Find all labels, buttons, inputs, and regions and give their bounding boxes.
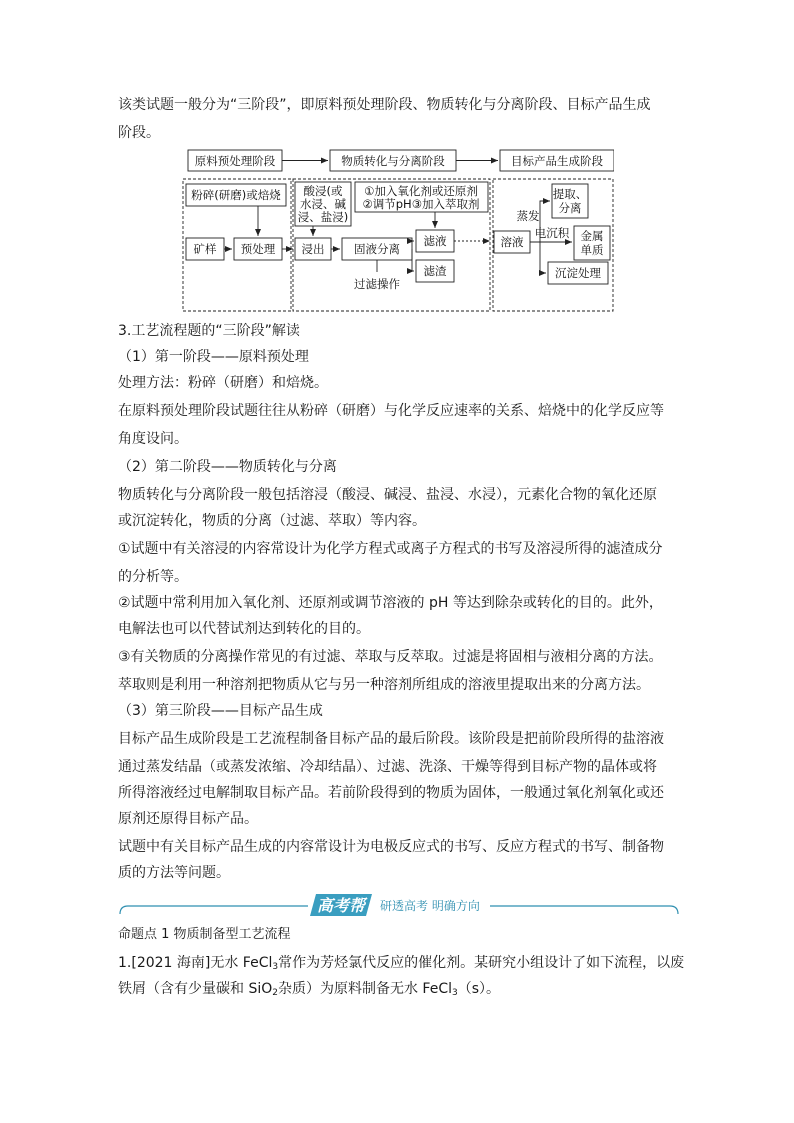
s1-p1: 处理方法：粉碎（研磨）和焙烧。 <box>118 375 328 391</box>
s2-p2b: 的分析等。 <box>118 569 188 585</box>
s3-title: （3）第三阶段——目标产品生成 <box>118 703 323 719</box>
q1-mid: 常作为芳烃氯代反应的催化剂。某研究小组设计了如下流程，以废 <box>278 955 685 971</box>
leach-label: 浸出 <box>301 242 325 256</box>
residue-label: 滤渣 <box>423 264 447 278</box>
extract-line-1: 提取、 <box>552 187 588 201</box>
precip-label: 沉淀处理 <box>555 266 601 280</box>
s2-p4b: 萃取则是利用一种溶剂把物质从它与另一种溶剂所组成的溶液里提取出来的分离方法。 <box>118 677 650 693</box>
s2-p3b: 电解法也可以代替试剂达到转化的目的。 <box>118 621 370 637</box>
s1-p2a: 在原料预处理阶段试题往往从粉碎（研磨）与化学反应速率的关系、焙烧中的化学反应等 <box>118 403 664 419</box>
gaokaobang-banner <box>118 890 680 920</box>
pretreat-label: 预处理 <box>240 242 276 256</box>
section3-heading: 3.工艺流程题的“三阶段”解读 <box>118 323 300 339</box>
q2-mid: 杂质）为原料制备无水 FeCl <box>277 981 452 997</box>
process-flow-diagram <box>182 146 614 314</box>
s3-p1a: 目标产品生成阶段是工艺流程制备目标产品的最后阶段。该阶段是把前阶段所得的盐溶液 <box>118 731 664 747</box>
leach-desc-line-1: 酸浸(或 <box>303 184 343 198</box>
solid-liquid-label: 固液分离 <box>354 242 400 256</box>
banner-slogan: 研透高考 明确方向 <box>380 899 480 913</box>
crush-label: 粉碎(研磨)或焙烧 <box>191 188 281 202</box>
stage2-label: 物质转化与分离阶段 <box>341 154 445 168</box>
reagent-desc-line-1: ①加入氧化剂或还原剂 <box>364 184 478 198</box>
stage3-label: 目标产品生成阶段 <box>511 154 603 168</box>
stage1-label: 原料预处理阶段 <box>194 154 276 168</box>
s2-p1a: 物质转化与分离阶段一般包括溶浸（酸浸、碱浸、盐浸、水浸），元素化合物的氧化还原 <box>118 487 657 503</box>
s3-p1c: 所得溶液经过电解制取目标产品。若前阶段得到的物质为固体，一般通过氧化剂氧化或还 <box>118 785 664 801</box>
s2-p2a: ①试题中有关溶浸的内容常设计为化学方程式或离子方程式的书写及溶浸所得的滤渣成分 <box>118 541 663 557</box>
leach-desc-line-3: 浸、盐浸) <box>297 210 349 224</box>
question-line-1 <box>118 954 685 976</box>
s3-p2b: 质的方法等问题。 <box>118 865 230 881</box>
question-point: 命题点 1 物质制备型工艺流程 <box>118 927 291 942</box>
ore-label: 矿样 <box>193 242 217 256</box>
reagent-desc-line-2: ②调节pH③加入萃取剂 <box>362 197 480 211</box>
s2-title: （2）第二阶段——物质转化与分离 <box>118 459 337 475</box>
s2-p1b: 或沉淀转化，物质的分离（过滤、萃取）等内容。 <box>118 513 426 529</box>
question-line-2 <box>118 980 678 1002</box>
filtrate-label: 滤液 <box>423 234 447 248</box>
s2-p4a: ③有关物质的分离操作常见的有过滤、萃取与反萃取。过滤是将固相与液相分离的方法。 <box>118 649 663 665</box>
solution-label: 溶液 <box>500 235 524 249</box>
metal-line-1: 金属 <box>580 229 604 243</box>
intro-line-2: 阶段。 <box>118 125 160 141</box>
s2-p3a: ②试题中常利用加入氧化剂、还原剂或调节溶液的 pH 等达到除杂或转化的目的。此外， <box>118 595 663 611</box>
electro-label: 电沉积 <box>534 226 570 240</box>
leach-desc-line-2: 水浸、碱 <box>300 197 346 211</box>
banner-brand: 高考帮 <box>316 896 366 915</box>
s3-p2a: 试题中有关目标产品生成的内容常设计为电极反应式的书写、反应方程式的书写、制备物 <box>118 839 664 855</box>
metal-line-2: 单质 <box>580 243 604 257</box>
s1-title: （1）第一阶段——原料预处理 <box>118 349 309 365</box>
q2-sub-2: 3 <box>452 988 458 998</box>
q2-prefix: 铁屑（含有少量碳和 SiO <box>118 981 273 997</box>
extract-line-2: 分离 <box>558 201 582 215</box>
s3-p1b: 通过蒸发结晶（或蒸发浓缩、冷却结晶）、过滤、洗涤、干燥等得到目标产物的晶体或将 <box>118 759 657 775</box>
q2-suffix: （s）。 <box>457 981 501 997</box>
s1-p2b: 角度设问。 <box>118 431 188 447</box>
filter-op-label: 过滤操作 <box>354 277 400 291</box>
q2-sub-1: 2 <box>272 988 278 998</box>
evaporate-label: 蒸发 <box>516 209 540 223</box>
q1-prefix: 1.[2021 海南]无水 FeCl <box>118 955 273 971</box>
q1-sub-1: 3 <box>272 962 279 972</box>
intro-line-1: 该类试题一般分为“三阶段”，即原料预处理阶段、物质转化与分离阶段、目标产品生成 <box>118 97 651 113</box>
s3-p1d: 原剂还原得目标产品。 <box>118 811 258 827</box>
